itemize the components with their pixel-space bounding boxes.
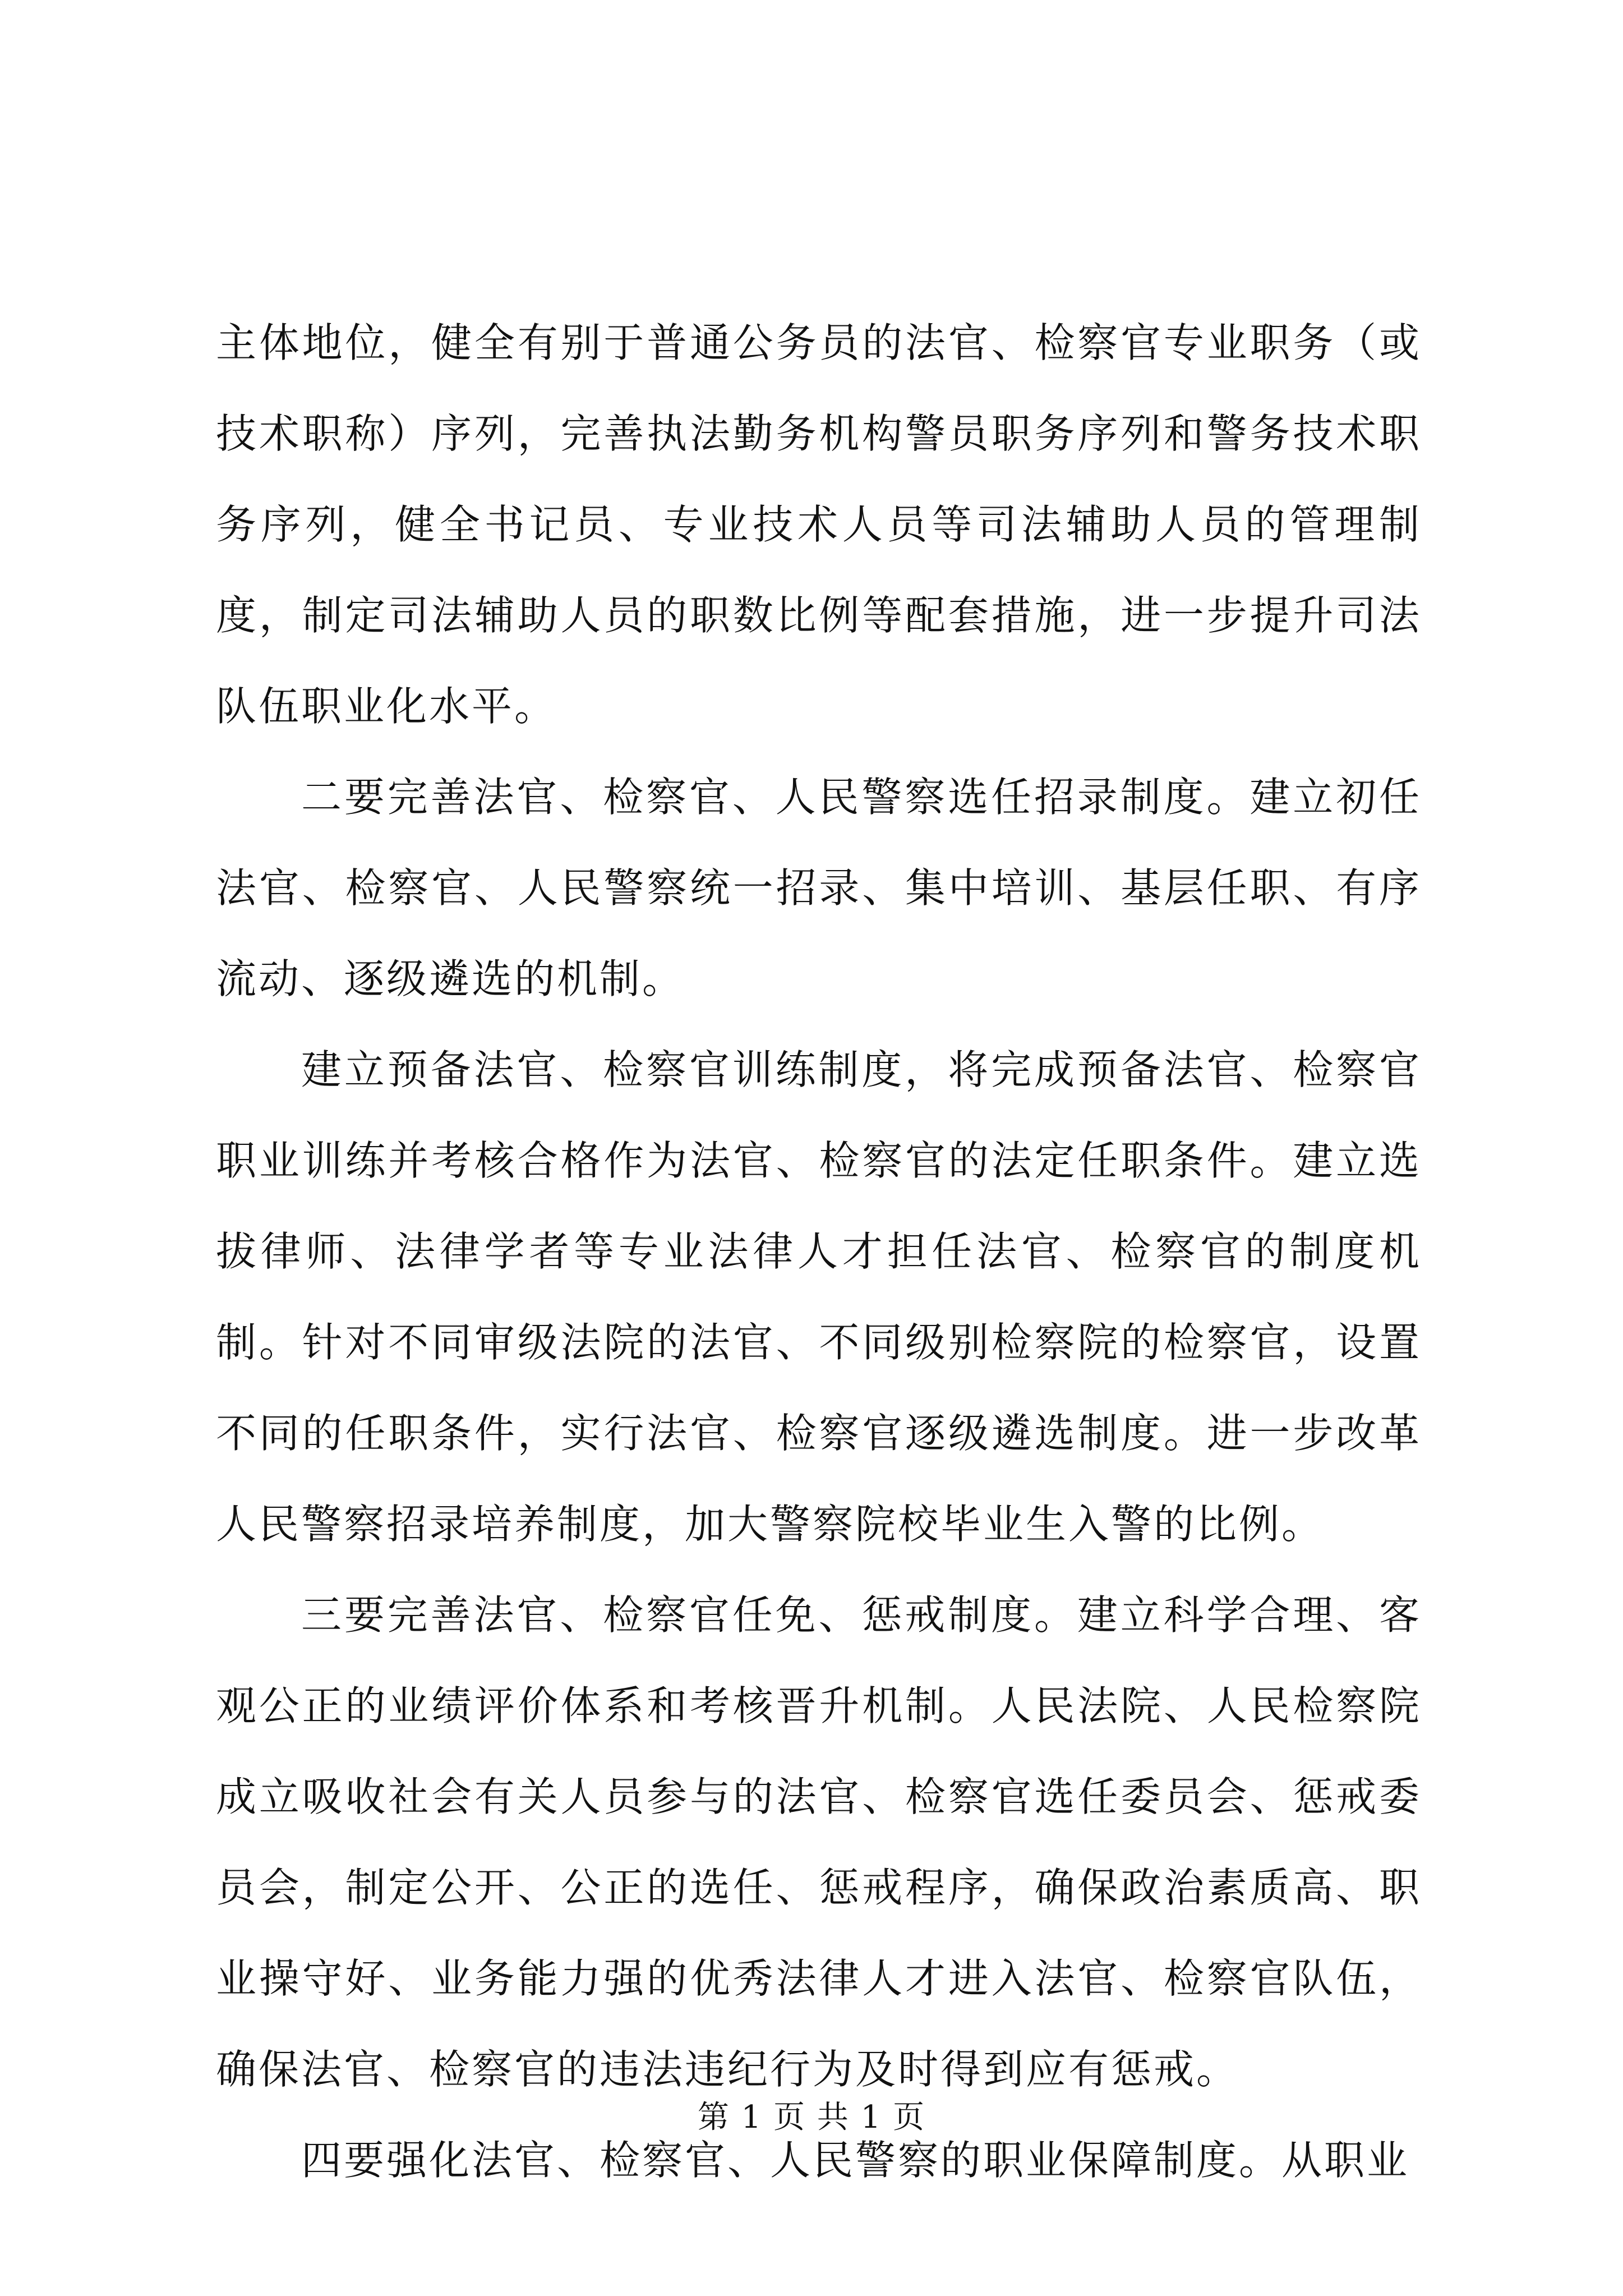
paragraph-5: 四要强化法官、检察官、人民警察的职业保障制度。从职业 <box>301 2137 1410 2184</box>
paragraph-3: 建立预备法官、检察官训练制度，将完成预备法官、检察官职业训练并考核合格作为法官、检察官的法定任职条件。建立选拔律师、法律学者等专业法律人才担任法官、检察官的制度机制。针对不同审级法院的法官、不同级别检察院的检察官，设置不同的任职条件，实行法官、检察官逐级遴选制度。进一步改革人民警察招录培养制度，加大警察院校毕业生入警的比例。 <box>216 1046 1422 1548</box>
paragraph-1: 主体地位，健全有别于普通公务员的法官、检察官专业职务（或技术职称）序列，完善执法勤务机构警员职务序列和警务技术职务序列，健全书记员、专业技术人员等司法辅助人员的管理制度，制定司法辅助人员的职数比例等配套措施，进一步提升司法队伍职业化水平。 <box>216 319 1422 730</box>
body-text <box>216 297 1422 2206</box>
paragraph-2: 二要完善法官、检察官、人民警察选任招录制度。建立初任法官、检察官、人民警察统一招录、集中培训、基层任职、有序流动、逐级遴选的机制。 <box>216 774 1422 1002</box>
page-footer: 第 1 页 共 1 页 <box>697 2099 926 2136</box>
paragraph-4: 三要完善法官、检察官任免、惩戒制度。建立科学合理、客观公正的业绩评价体系和考核晋升机制。人民法院、人民检察院成立吸收社会有关人员参与的法官、检察官选任委员会、惩戒委员会，制定公开、公正的选任、惩戒程序，确保政治素质高、职业操守好、业务能力强的优秀法律人才进入法官、检察官队伍，确保法官、检察官的违法违纪行为及时得到应有惩戒。 <box>216 1591 1422 2093</box>
